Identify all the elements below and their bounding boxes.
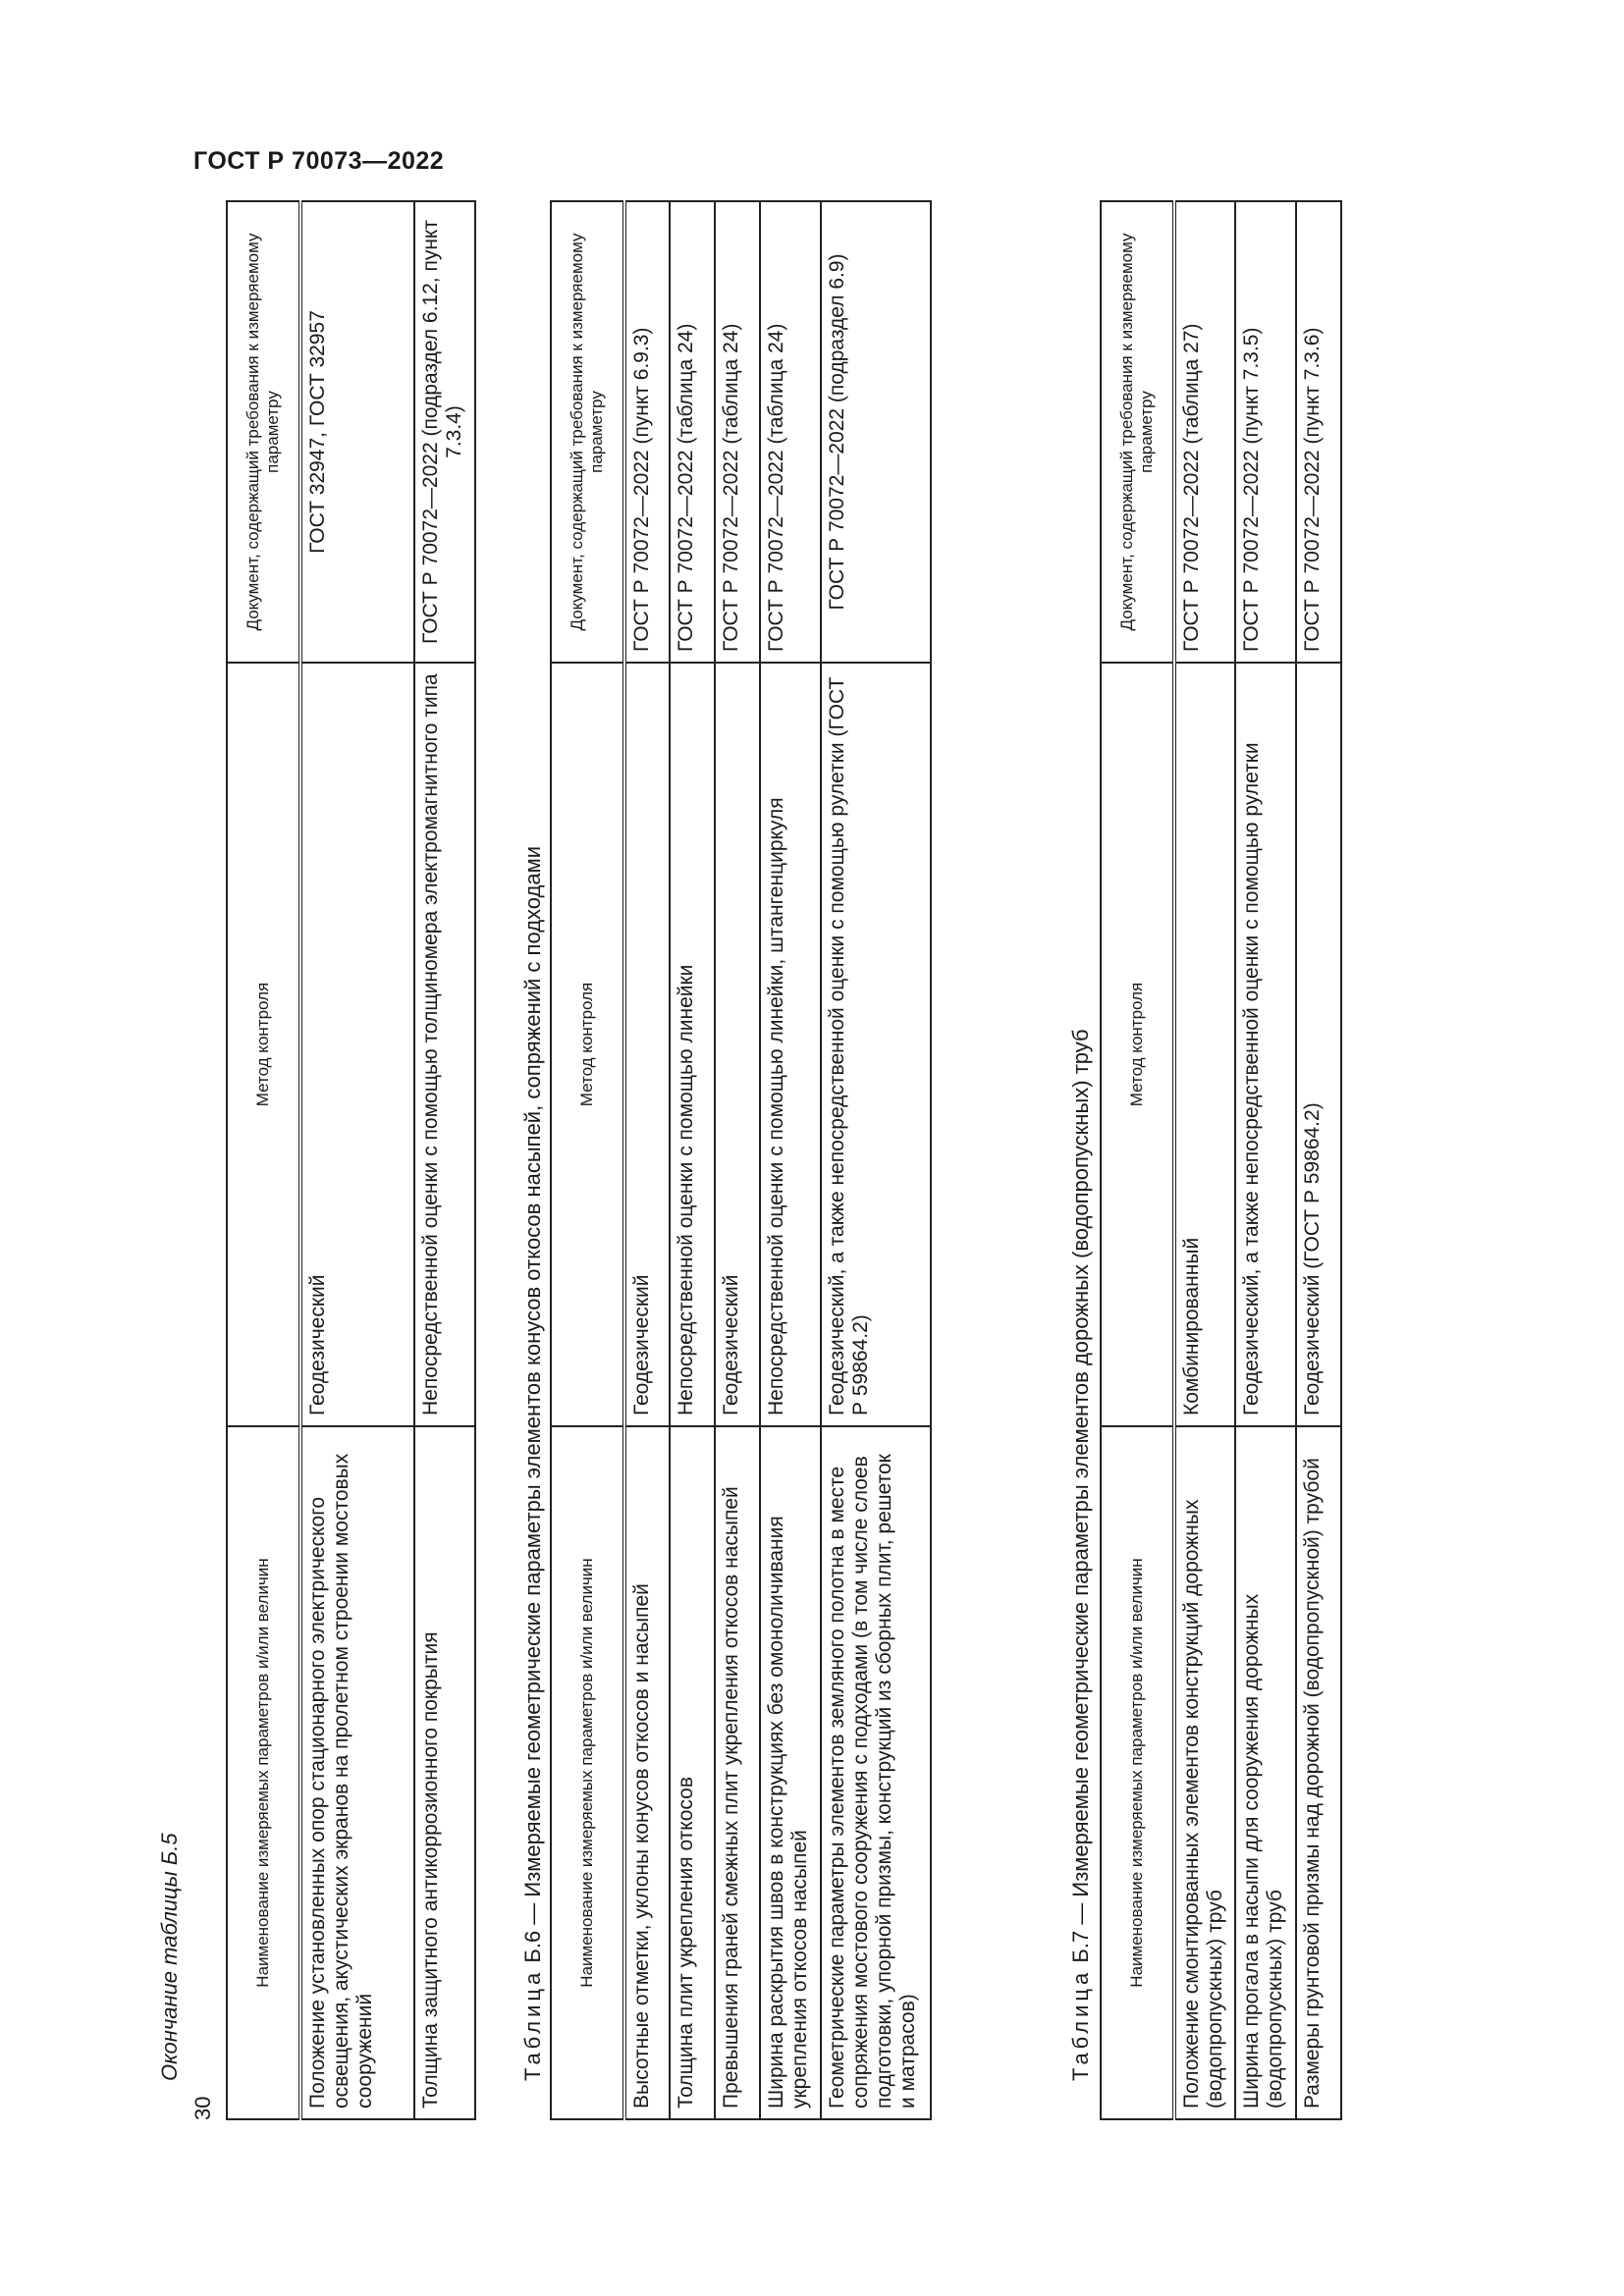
table-cell-method: Геодезический xyxy=(715,663,760,1426)
table-cell-method: Геодезический xyxy=(624,663,670,1426)
table-cell-param: Толщина плит укрепления откосов xyxy=(670,1426,715,2119)
table-cell-param: Высотные отметки, уклоны конусов откосов и насыпей xyxy=(624,1426,670,2119)
table-cell-method: Комбинированный xyxy=(1174,663,1235,1426)
table-b7-caption xyxy=(1068,1029,1094,2081)
table-row xyxy=(670,201,715,2119)
table-b5-continuation-title: Окончание таблицы Б.5 xyxy=(157,1833,182,2081)
table-cell-param: Положение установленных опор стационарного электрического освещения, акустических экранов на пролетном строении мостовых сооружений xyxy=(300,1426,414,2119)
table-cell-doc: ГОСТ Р 70072—2022 (пункт 7.3.5) xyxy=(1235,201,1296,663)
table-cell-method: Геодезический, а также непосредственной оценки с помощью рулетки (ГОСТ Р 59864.2) xyxy=(821,663,931,1426)
table-cell-param: Ширина прогала в насыпи для сооружения дорожных (водопропускных) труб xyxy=(1235,1426,1296,2119)
table-b6-header-param: Наименование измеряемых параметров и/или величин xyxy=(551,1426,624,2119)
table-cell-method: Геодезический (ГОСТ Р 59864.2) xyxy=(1296,663,1341,1426)
table-cell-method: Непосредственной оценки с помощью линейки xyxy=(670,663,715,1426)
table-row xyxy=(1235,201,1296,2119)
table-b5 xyxy=(226,200,476,2120)
table-cell-method: Геодезический xyxy=(300,663,414,1426)
table-b5-header-doc: Документ, содержащий требования к измеряемому параметру xyxy=(227,201,300,663)
table-cell-doc: ГОСТ Р 70072—2022 (пункт 6.9.3) xyxy=(624,201,670,663)
table-b6-header-method: Метод контроля xyxy=(551,663,624,1426)
table-cell-param: Ширина раскрытия швов в конструкциях без омоноличивания укрепления откосов насыпей xyxy=(760,1426,821,2119)
table-cell-doc: ГОСТ Р 70072—2022 (таблица 27) xyxy=(1174,201,1235,663)
table-cell-doc: ГОСТ Р 70072—2022 (пункт 7.3.6) xyxy=(1296,201,1341,663)
rotated-page-content xyxy=(157,220,1620,2120)
table-b7 xyxy=(1100,200,1342,2120)
table-cell-doc: ГОСТ Р 70072—2022 (таблица 24) xyxy=(760,201,821,663)
table-b5-header-method: Метод контроля xyxy=(227,663,300,1426)
table-row xyxy=(760,201,821,2119)
table-row xyxy=(300,201,414,2119)
table-cell-method: Непосредственной оценки с помощью линейки, штангенциркуля xyxy=(760,663,821,1426)
table-row xyxy=(1296,201,1341,2119)
table-cell-param: Размеры грунтовой призмы над дорожной (водопропускной) трубой xyxy=(1296,1426,1341,2119)
table-cell-param: Геометрические параметры элементов земляного полотна в месте сопряжения мостового сооружения с подходами (в том числе слоев подготовки, упорной призмы, конструкций из сборных плит, решеток и матрасов) xyxy=(821,1426,931,2119)
table-row xyxy=(624,201,670,2119)
table-cell-doc: ГОСТ 32947, ГОСТ 32957 xyxy=(300,201,414,663)
table-b7-caption-label: Таблица xyxy=(1068,1968,1093,2081)
table-b7-caption-text: Б.7 — Измеряемые геометрические параметры элементов дорожных (водопропускных) труб xyxy=(1068,1029,1093,1963)
page-number: 30 xyxy=(190,2096,215,2120)
table-cell-param: Положение смонтированных элементов конструкций дорожных (водопропускных) труб xyxy=(1174,1426,1235,2119)
table-b7-header-method: Метод контроля xyxy=(1101,663,1174,1426)
table-cell-method: Геодезический, а также непосредственной оценки с помощью рулетки xyxy=(1235,663,1296,1426)
table-cell-doc: ГОСТ Р 70072—2022 (таблица 24) xyxy=(715,201,760,663)
table-cell-doc: ГОСТ Р 70072—2022 (таблица 24) xyxy=(670,201,715,663)
table-b7-header-param: Наименование измеряемых параметров и/или величин xyxy=(1101,1426,1174,2119)
table-row xyxy=(715,201,760,2119)
table-cell-doc: ГОСТ Р 70072—2022 (подраздел 6.9) xyxy=(821,201,931,663)
table-b6 xyxy=(550,200,932,2120)
document-header: ГОСТ Р 70073—2022 xyxy=(193,147,445,175)
table-b5-header-param: Наименование измеряемых параметров и/или величин xyxy=(227,1426,300,2119)
table-row xyxy=(821,201,931,2119)
table-cell-doc: ГОСТ Р 70072—2022 (подраздел 6.12, пункт 7.3.4) xyxy=(414,201,475,663)
table-b6-caption-text: Б.6 — Измеряемые геометрические параметры элементов конусов откосов насыпей, сопряжений с подходами xyxy=(520,845,545,1963)
table-row xyxy=(1174,201,1235,2119)
table-b6-caption-label: Таблица xyxy=(520,1968,545,2081)
table-b7-header-doc: Документ, содержащий требования к измеряемому параметру xyxy=(1101,201,1174,663)
table-row xyxy=(414,201,475,2119)
table-b6-header-doc: Документ, содержащий требования к измеряемому параметру xyxy=(551,201,624,663)
table-cell-param: Толщина защитного антикоррозионного покрытия xyxy=(414,1426,475,2119)
table-b6-caption xyxy=(520,846,546,2081)
table-cell-param: Превышения граней смежных плит укрепления откосов насыпей xyxy=(715,1426,760,2119)
table-cell-method: Непосредственной оценки с помощью толщиномера электромагнитного типа xyxy=(414,663,475,1426)
